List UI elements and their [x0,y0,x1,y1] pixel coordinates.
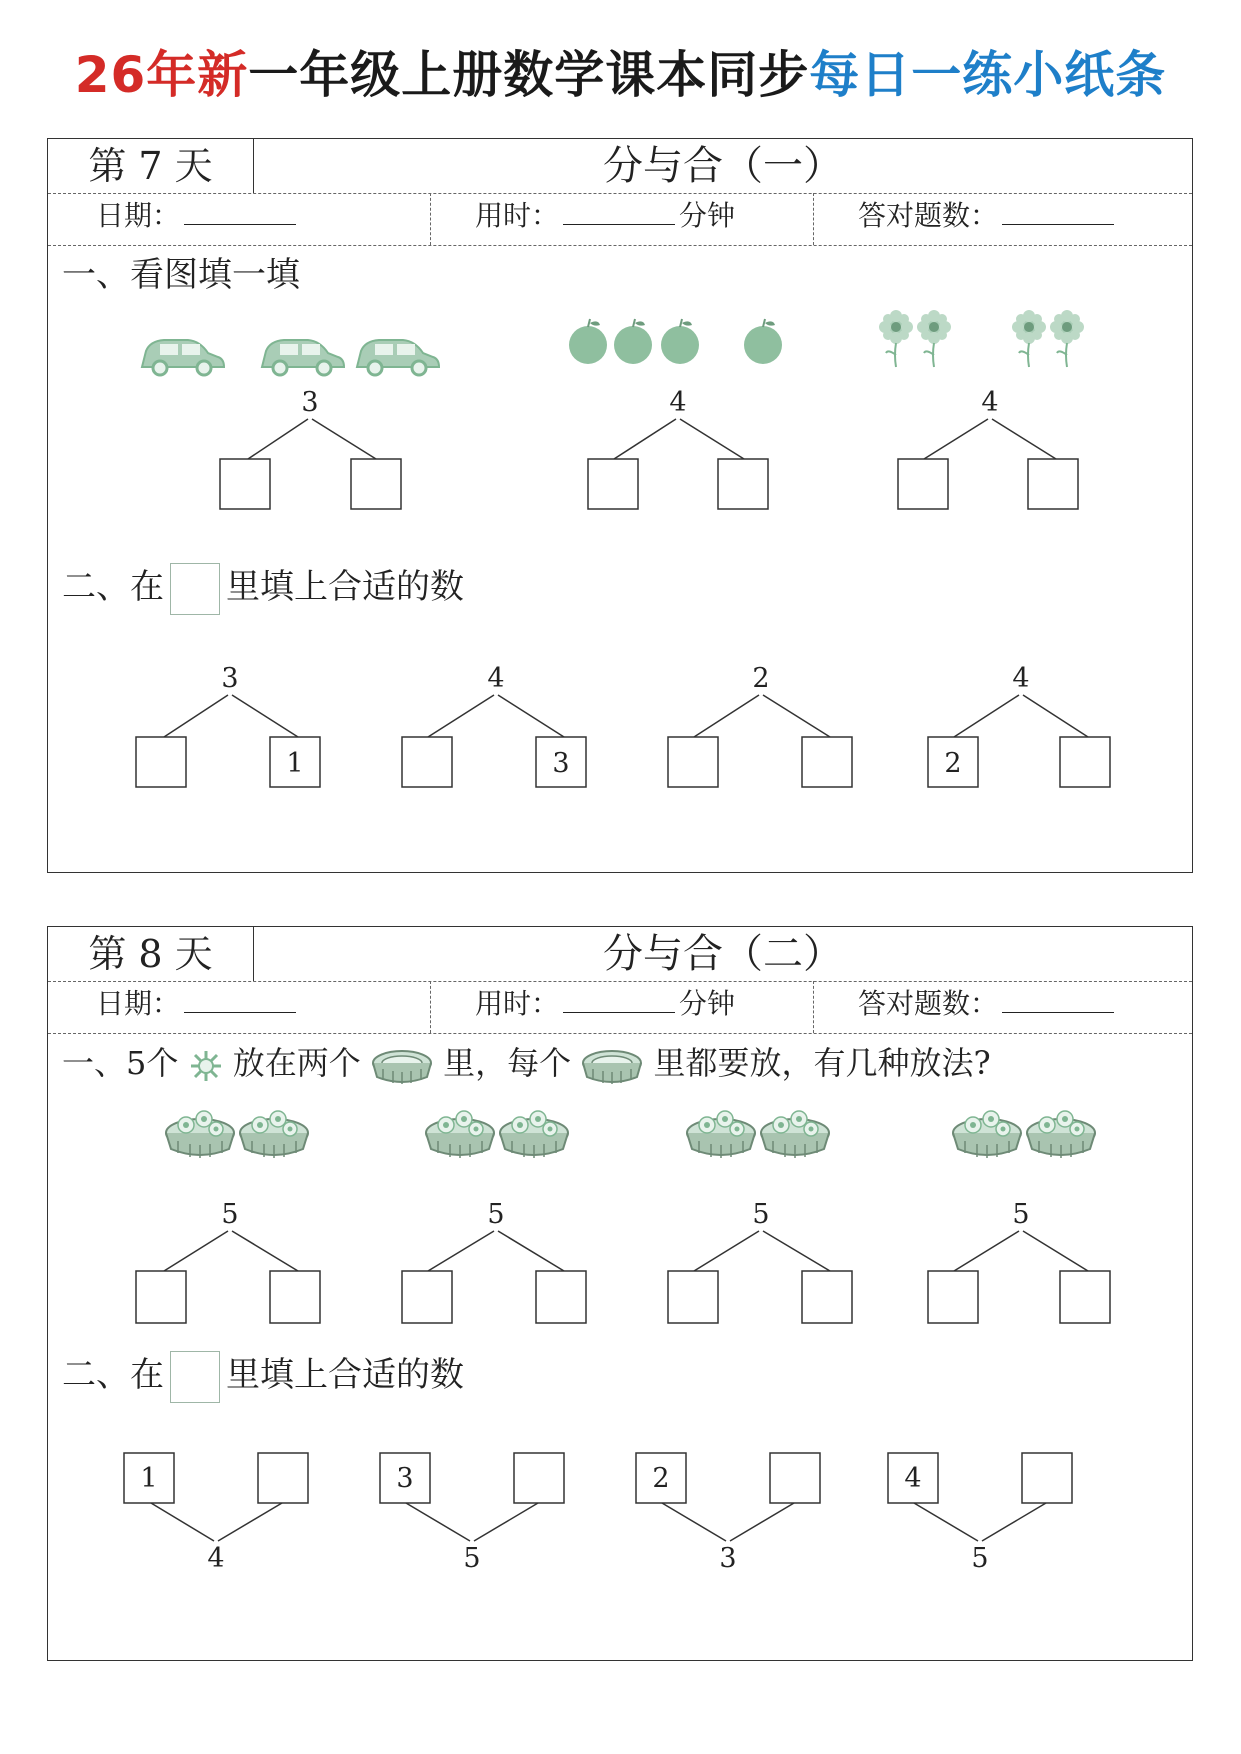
answer-box[interactable] [1028,459,1078,509]
basket-icon [166,1111,234,1158]
date-label: 日期： [96,199,181,232]
apple-icon [569,319,607,364]
time-cell [431,193,814,245]
number-tree [220,387,401,509]
tree-bottom-number: 5 [971,1543,989,1574]
given-number: 4 [904,1463,922,1494]
answer-box[interactable] [1060,1271,1110,1323]
basket-pair [953,1111,1095,1158]
car-icon [262,340,344,375]
correct-label: 答对题数： [858,987,999,1020]
tree-top-number: 2 [752,663,770,694]
number-tree [668,663,852,787]
given-number: 3 [396,1463,414,1494]
date-cell [48,193,431,245]
number-tree [124,1453,308,1574]
section1-title: 一、看图填一填 [62,255,300,295]
number-tree [402,1199,586,1323]
car-icon [142,340,224,375]
basket-pair [426,1111,568,1158]
flower-icon [1050,310,1084,367]
answer-box[interactable] [351,459,401,509]
correct-blank[interactable] [1002,984,1114,1013]
answer-box[interactable] [220,459,270,509]
number-tree [636,1453,820,1574]
correct-blank[interactable] [1002,196,1114,225]
example-box [170,563,220,615]
flower-icon [189,1049,223,1083]
tree-top-number: 4 [1012,663,1030,694]
section1-figure [48,1105,1194,1345]
answer-box[interactable] [770,1453,820,1503]
answer-box[interactable] [898,459,948,509]
basket-icon [761,1111,829,1158]
day-label: 第 8 天 [48,927,254,981]
given-number: 3 [552,748,570,779]
section2-title [62,1351,464,1403]
flower-icon [917,310,951,367]
basket-icon [1027,1111,1095,1158]
number-tree [928,663,1110,787]
tree-top-number: 4 [487,663,505,694]
section2-figure [48,1441,1194,1611]
info-row [48,981,1192,1034]
label-part-c: 里，每个 [443,1044,572,1082]
page-header [0,40,1241,110]
section1-figure [48,299,1194,679]
time-cell [431,981,814,1033]
label-part-b: 放在两个 [232,1044,361,1082]
number-tree [898,387,1078,509]
number-tree [136,1199,320,1323]
tree-bottom-number: 5 [463,1543,481,1574]
label-part-d: 里都要放，有几种放法? [653,1044,991,1082]
card-title-row [48,927,1192,982]
answer-box[interactable] [536,1271,586,1323]
tree-top-number: 3 [301,387,319,418]
answer-box[interactable] [668,737,718,787]
answer-box[interactable] [802,1271,852,1323]
lesson-title: 分与合（一） [603,143,843,189]
answer-box[interactable] [928,1271,978,1323]
number-tree [888,1453,1072,1574]
apple-icon [744,319,782,364]
tree-top-number: 3 [221,663,239,694]
time-label: 用时： [475,199,560,232]
basket-pair [166,1111,308,1158]
number-tree [588,387,768,509]
answer-box[interactable] [136,737,186,787]
header-daily: 每日一练小纸条 [809,46,1167,104]
basket-icon [240,1111,308,1158]
number-tree [402,663,586,787]
time-label: 用时： [475,987,560,1020]
answer-box[interactable] [1022,1453,1072,1503]
given-number: 1 [286,748,304,779]
answer-box[interactable] [136,1271,186,1323]
number-tree [668,1199,852,1323]
date-blank[interactable] [184,984,296,1013]
lesson-title: 分与合（二） [603,931,843,977]
answer-box[interactable] [402,1271,452,1323]
header-main: 一年级上册数学课本同步 [248,46,810,104]
apple-icon [661,319,699,364]
given-number: 2 [944,748,962,779]
worksheet-card-day8 [47,926,1193,1661]
number-tree [136,663,320,787]
card-title-row [48,139,1192,194]
car-icon [357,340,439,375]
time-blank[interactable] [563,984,675,1013]
tree-bottom-number: 4 [207,1543,225,1574]
section2-label-before: 二、在 [62,1355,164,1395]
answer-box[interactable] [258,1453,308,1503]
basket-icon [581,1047,643,1085]
tree-top-number: 5 [487,1199,505,1230]
date-cell [48,981,431,1033]
answer-box[interactable] [270,1271,320,1323]
tree-top-number: 4 [669,387,687,418]
answer-box[interactable] [514,1453,564,1503]
basket-icon [500,1111,568,1158]
section2-title [62,563,464,615]
given-number: 2 [652,1463,670,1494]
answer-box[interactable] [1060,737,1110,787]
number-tree [380,1453,564,1574]
example-box [170,1351,220,1403]
answer-box[interactable] [668,1271,718,1323]
day-label: 第 7 天 [48,139,254,193]
correct-label: 答对题数： [858,199,999,232]
minutes-label: 分钟 [679,199,736,232]
tree-bottom-number: 3 [719,1543,737,1574]
header-year: 26年新 [74,46,249,104]
answer-box[interactable] [402,737,452,787]
section2-label-before: 二、在 [62,567,164,607]
date-label: 日期： [96,987,181,1020]
answer-box[interactable] [588,459,638,509]
basket-icon [953,1111,1021,1158]
time-blank[interactable] [563,196,675,225]
tree-top-number: 5 [752,1199,770,1230]
section2-figure [48,657,1194,857]
tree-top-number: 5 [221,1199,239,1230]
worksheet-card-day7 [47,138,1193,873]
tree-top-number: 4 [981,387,999,418]
flower-icon [879,310,913,367]
section2-label-after: 里填上合适的数 [226,567,464,607]
basket-icon [426,1111,494,1158]
basket-pair [687,1111,829,1158]
date-blank[interactable] [184,196,296,225]
correct-cell [814,981,1194,1033]
flower-icon [1012,310,1046,367]
given-number: 1 [140,1463,158,1494]
section2-label-after: 里填上合适的数 [226,1355,464,1395]
basket-icon [371,1047,433,1085]
minutes-label: 分钟 [679,987,736,1020]
label-part-a: 一、5个 [62,1044,179,1082]
section1-title [62,1041,991,1085]
info-row [48,193,1192,246]
basket-icon [687,1111,755,1158]
answer-box[interactable] [718,459,768,509]
apple-icon [614,319,652,364]
answer-box[interactable] [802,737,852,787]
tree-top-number: 5 [1012,1199,1030,1230]
correct-cell [814,193,1194,245]
number-tree [928,1199,1110,1323]
